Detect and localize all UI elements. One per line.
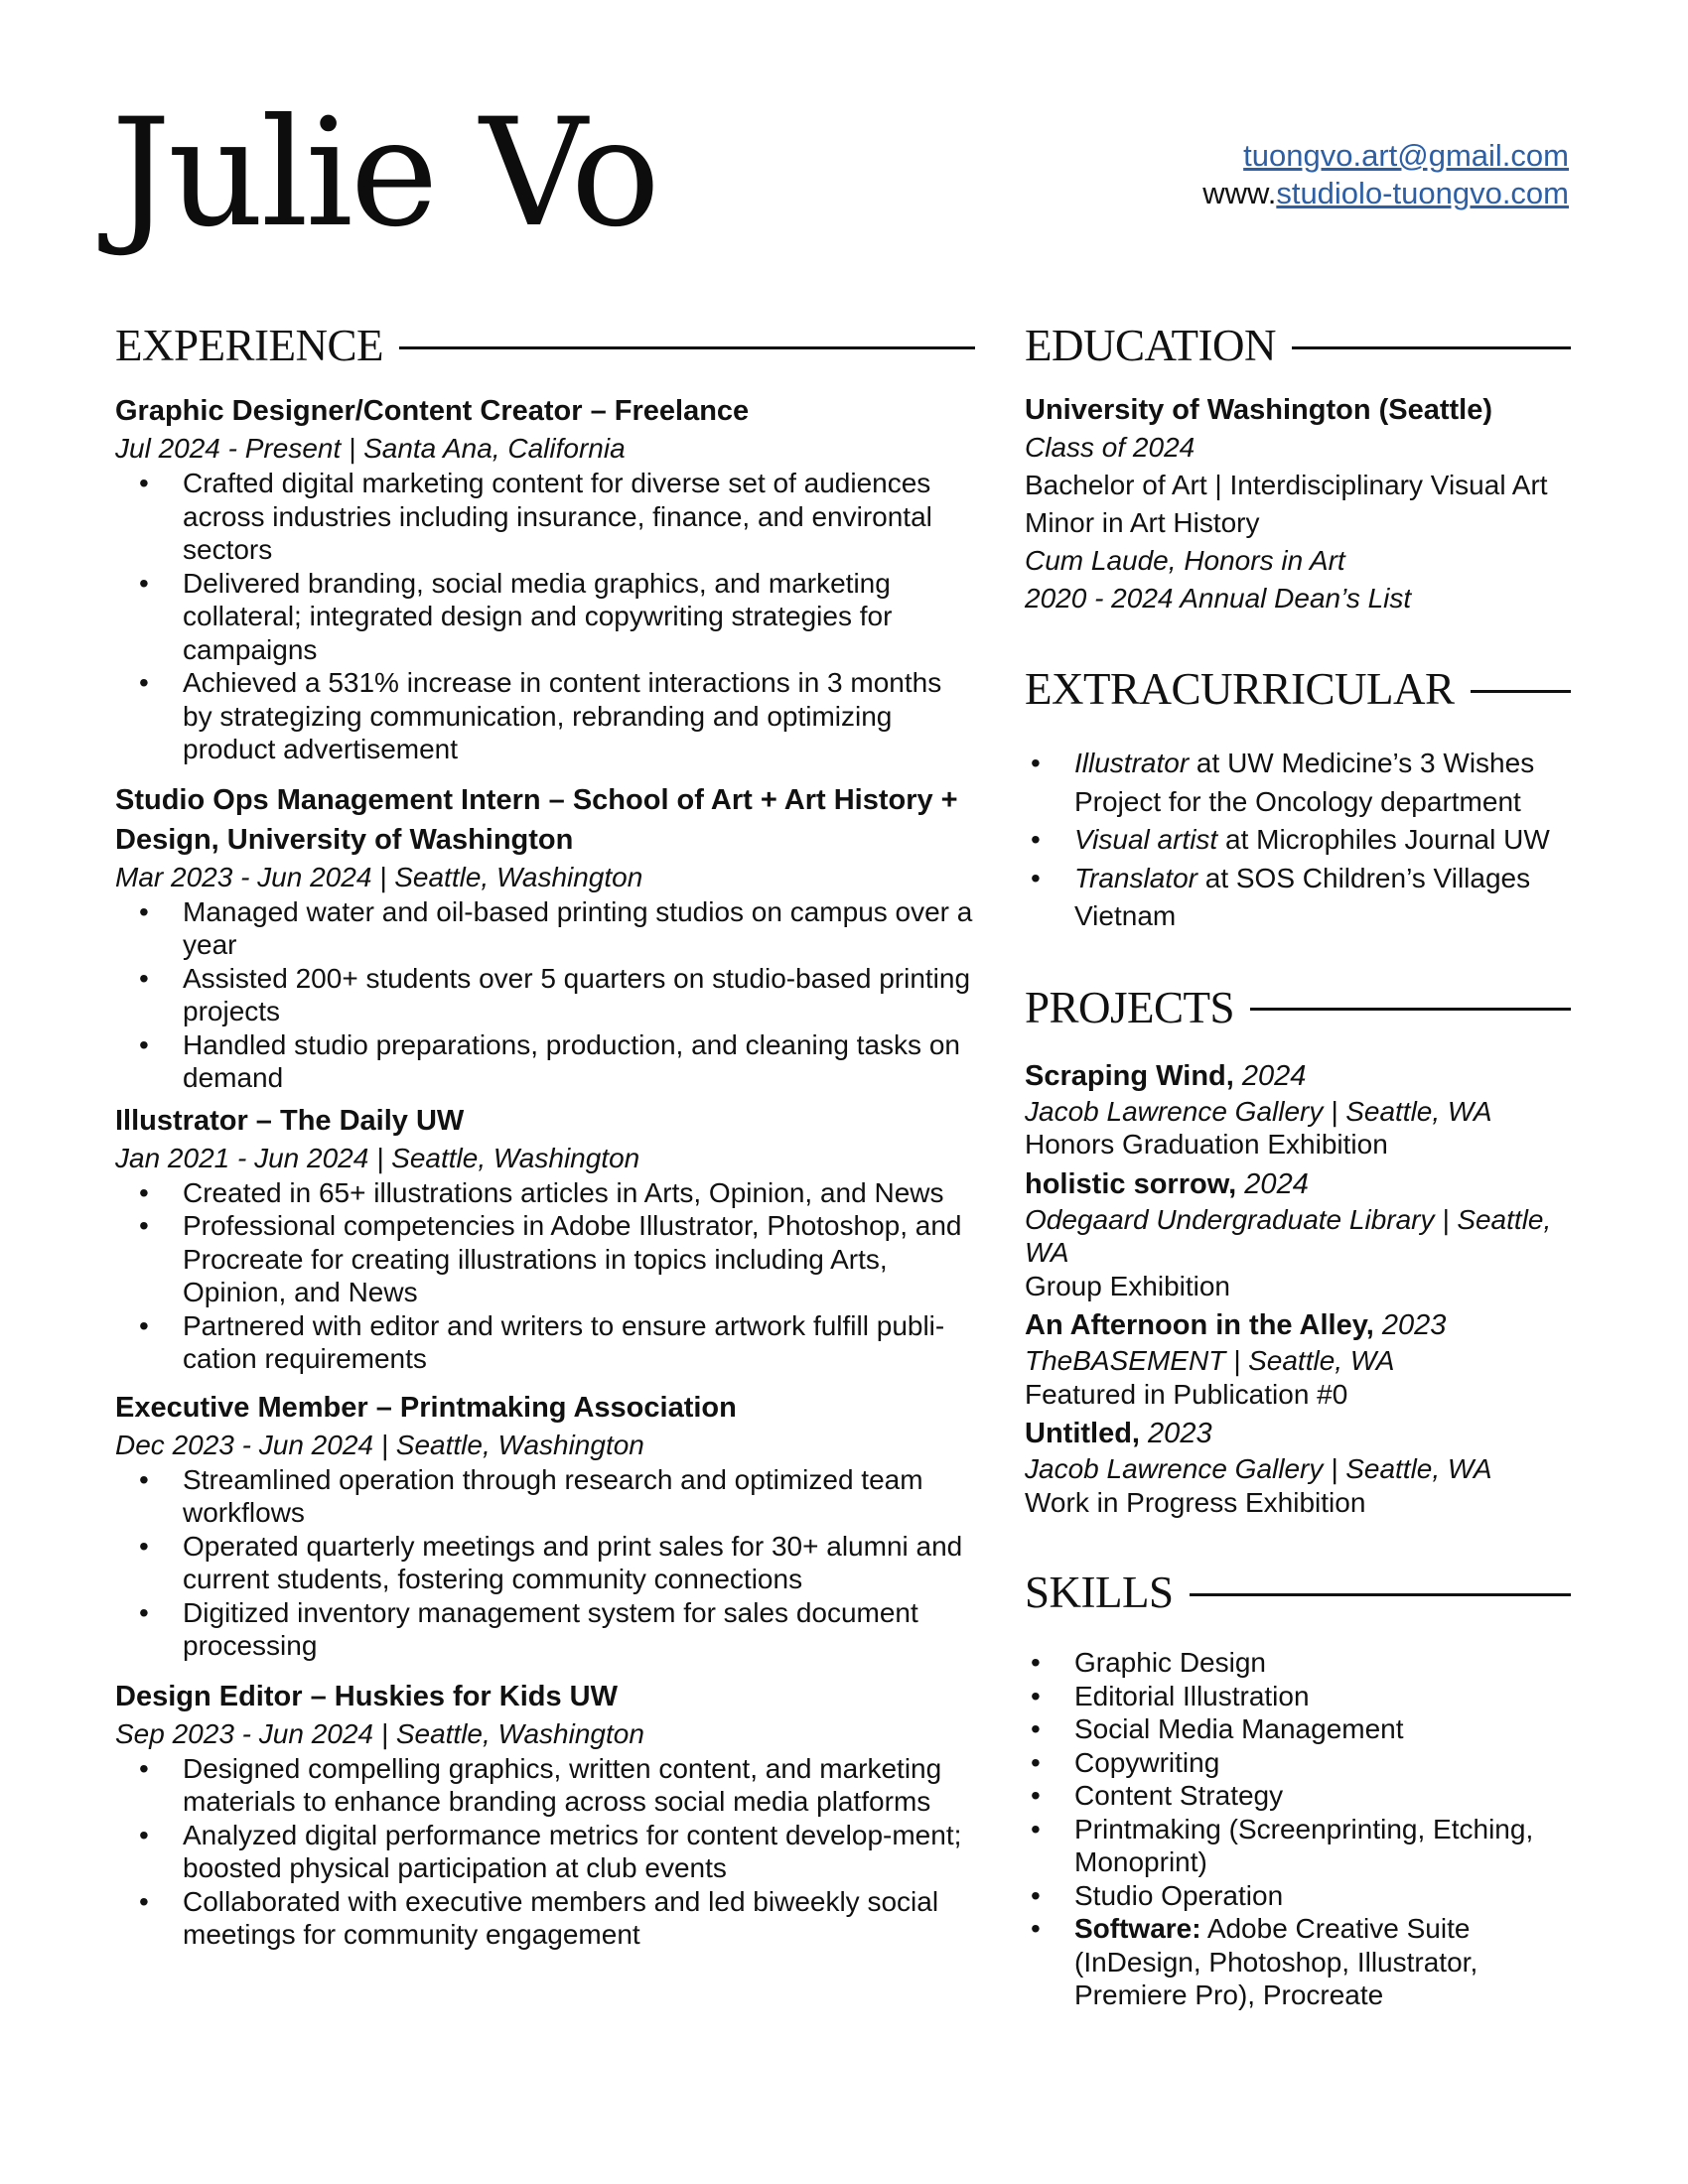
- extracurricular-heading: EXTRACURRICULAR: [1025, 664, 1455, 714]
- job-bullet: • Digitized inventory management system for sales document processing: [183, 1596, 975, 1663]
- experience-heading: EXPERIENCE: [115, 321, 383, 370]
- job-bullet: • Created in 65+ illustrations articles in Arts, Opinion, and News: [183, 1176, 975, 1210]
- job-bullets: [115, 1463, 975, 1663]
- extracurricular-list: [1025, 745, 1571, 936]
- project-entry: [1025, 1057, 1571, 1161]
- project-entry: [1025, 1306, 1571, 1411]
- job-bullet: • Streamlined operation through research and optimized team workflows: [183, 1463, 975, 1530]
- project-year: 2024: [1233, 1059, 1307, 1092]
- software-label: Software:: [1074, 1913, 1201, 1944]
- skill-item: • Printmaking (Screenprinting, Etching, Monoprint): [1074, 1813, 1571, 1879]
- project-venue: Jacob Lawrence Gallery | Seattle, WA: [1025, 1453, 1492, 1484]
- job-title: Executive Member – Printmaking Association: [115, 1391, 737, 1424]
- heading-rule: [399, 346, 975, 349]
- job-bullets: [115, 467, 975, 766]
- job-bullets: [115, 1752, 975, 1952]
- skill-item: • Content Strategy: [1074, 1779, 1571, 1813]
- education-degree: Bachelor of Art | Interdisciplinary Visual Art: [1025, 470, 1548, 500]
- job-meta: Jul 2024 - Present | Santa Ana, California: [115, 433, 626, 464]
- experience-section-heading: [115, 316, 975, 375]
- extracurricular-detail: at UW Medicine’s 3 Wishes Project for the Oncology department: [1074, 748, 1535, 817]
- job-bullet: • Assisted 200+ students over 5 quarters on studio-based printing projects: [183, 962, 975, 1028]
- job-meta: Sep 2023 - Jun 2024 | Seattle, Washington: [115, 1717, 644, 1749]
- project-detail: Group Exhibition: [1025, 1270, 1231, 1301]
- software-text: Adobe Creative Suite (InDesign, Photoshop, Illustrator, Premiere Pro), Procreate: [1074, 1913, 1478, 2010]
- projects-section-heading: [1025, 978, 1571, 1037]
- job-title: Graphic Designer/Content Creator – Freelance: [115, 395, 750, 427]
- skill-item: • Copywriting: [1074, 1746, 1571, 1780]
- extracurricular-detail: at SOS Children’s Villages Vietnam: [1074, 862, 1531, 931]
- project-title: [1025, 1415, 1571, 1452]
- education-heading: EDUCATION: [1025, 321, 1276, 370]
- education-school: University of Washington (Seattle): [1025, 394, 1493, 426]
- job-entry: [115, 1388, 975, 1663]
- website-link[interactable]: studiolo-tuongvo.com: [1276, 176, 1569, 210]
- job-bullets: [115, 895, 975, 1095]
- job-bullet: • Collaborated with executive members and led biweekly social meetings for community engagement: [183, 1885, 975, 1952]
- job-title: Illustrator – The Daily UW: [115, 1104, 465, 1137]
- job-bullet: • Handled studio preparations, production, and cleaning tasks on demand: [183, 1028, 975, 1095]
- skills-section-heading: [1025, 1563, 1571, 1622]
- project-detail: Featured in Publication #0: [1025, 1378, 1348, 1410]
- skills-list: [1025, 1646, 1571, 2012]
- project-detail: Work in Progress Exhibition: [1025, 1486, 1366, 1518]
- heading-rule: [1250, 1008, 1571, 1011]
- extracurricular-detail: at Microphiles Journal UW: [1217, 824, 1550, 855]
- extracurricular-role: Illustrator: [1074, 748, 1190, 778]
- education-deans-list: 2020 - 2024 Annual Dean’s List: [1025, 583, 1412, 614]
- education-section-heading: [1025, 316, 1571, 375]
- email-link[interactable]: tuongvo.art@gmail.com: [1243, 138, 1569, 173]
- contact-block: [1202, 137, 1569, 212]
- heading-rule: [1190, 1593, 1571, 1596]
- extracurricular-role: Visual artist: [1074, 824, 1218, 855]
- project-year: 2023: [1140, 1418, 1212, 1449]
- project-title: [1025, 1306, 1571, 1344]
- job-bullet: • Delivered branding, social media graphics, and marketing collateral; integrated design and copywriting strategies for campaigns: [183, 567, 975, 667]
- education-class: Class of 2024: [1025, 432, 1196, 463]
- extracurricular-section-heading: [1025, 659, 1571, 719]
- heading-rule: [1292, 346, 1571, 349]
- job-meta: Jan 2021 - Jun 2024 | Seattle, Washington: [115, 1142, 640, 1173]
- project-name: Untitled,: [1025, 1418, 1140, 1449]
- projects-heading: PROJECTS: [1025, 982, 1235, 1032]
- project-title: [1025, 1057, 1571, 1095]
- project-entry: [1025, 1165, 1571, 1303]
- job-meta: Mar 2023 - Jun 2024 | Seattle, Washington: [115, 861, 643, 892]
- job-bullet: • Achieved a 531% increase in content interactions in 3 months by strategizing communication, rebranding and optimizing product advertisement: [183, 666, 975, 766]
- website-prefix: www.: [1202, 176, 1277, 210]
- project-venue: Jacob Lawrence Gallery | Seattle, WA: [1025, 1095, 1492, 1127]
- job-entry: [115, 391, 975, 766]
- job-meta: Dec 2023 - Jun 2024 | Seattle, Washington: [115, 1429, 644, 1460]
- skills-heading: SKILLS: [1025, 1568, 1174, 1617]
- project-name: An Afternoon in the Alley,: [1025, 1309, 1374, 1341]
- education-minor: Minor in Art History: [1025, 507, 1260, 538]
- project-detail: Honors Graduation Exhibition: [1025, 1129, 1388, 1160]
- job-title: Design Editor – Huskies for Kids UW: [115, 1680, 618, 1712]
- extracurricular-role: Translator: [1074, 862, 1197, 893]
- extracurricular-item: [1074, 860, 1571, 936]
- project-name: holistic sorrow,: [1025, 1167, 1237, 1200]
- job-entry: [115, 1677, 975, 1952]
- skill-item: • Social Media Management: [1074, 1712, 1571, 1746]
- job-entry: [115, 1101, 975, 1376]
- skill-item-software: [1074, 1912, 1571, 2012]
- heading-rule: [1471, 690, 1571, 693]
- left-column: [115, 316, 975, 1952]
- project-year: 2024: [1236, 1167, 1309, 1200]
- job-bullet: • Managed water and oil-based printing studios on campus over a year: [183, 895, 975, 962]
- skill-item: • Graphic Design: [1074, 1646, 1571, 1680]
- skill-item: • Studio Operation: [1074, 1879, 1571, 1913]
- project-entry: [1025, 1415, 1571, 1519]
- skill-item: • Editorial Illustration: [1074, 1680, 1571, 1713]
- job-bullet: • Professional competencies in Adobe Illustrator, Photoshop, and Procreate for creating illustrations in topics including Arts, Opinion, and News: [183, 1209, 975, 1309]
- right-column: [1025, 316, 1571, 2012]
- project-title: [1025, 1165, 1571, 1203]
- applicant-name: Julie Vo: [111, 87, 657, 260]
- job-title: Studio Ops Management Intern – School of Art + Art History + Design, University of Washington: [115, 783, 958, 856]
- job-bullet: • Partnered with editor and writers to ensure artwork fulfill publi-cation requirements: [183, 1309, 975, 1376]
- extracurricular-item: [1074, 821, 1571, 860]
- project-venue: Odegaard Undergraduate Library | Seattle, WA: [1025, 1203, 1552, 1268]
- job-bullet: • Crafted digital marketing content for diverse set of audiences across industries including insurance, finance, and environtal sectors: [183, 467, 975, 567]
- project-name: Scraping Wind,: [1025, 1059, 1234, 1092]
- job-bullet: • Designed compelling graphics, written content, and marketing materials to enhance branding across social media platforms: [183, 1752, 975, 1819]
- project-year: 2023: [1373, 1309, 1447, 1341]
- job-bullets: [115, 1176, 975, 1376]
- extracurricular-item: [1074, 745, 1571, 821]
- job-entry: [115, 780, 975, 1095]
- job-bullet: • Analyzed digital performance metrics for content develop-ment; boosted physical participation at club events: [183, 1819, 975, 1885]
- education-honors: Cum Laude, Honors in Art: [1025, 545, 1345, 576]
- project-venue: TheBASEMENT | Seattle, WA: [1025, 1345, 1395, 1376]
- job-bullet: • Operated quarterly meetings and print sales for 30+ alumni and current students, fostering community connections: [183, 1530, 975, 1596]
